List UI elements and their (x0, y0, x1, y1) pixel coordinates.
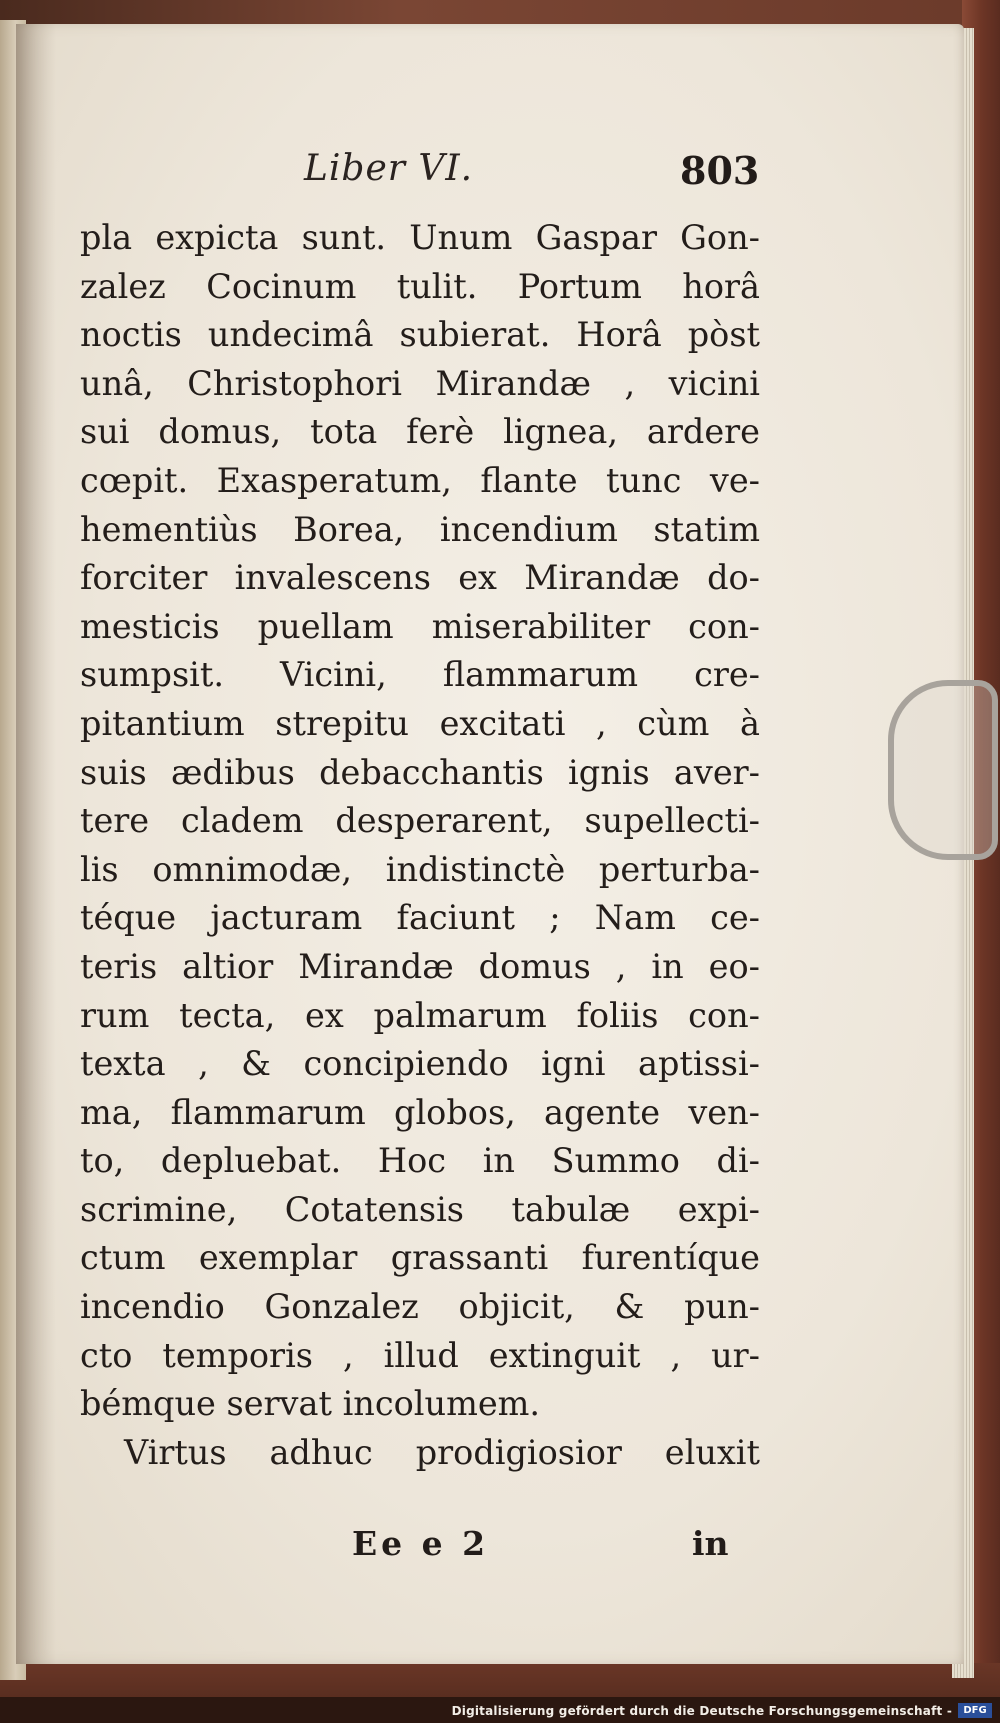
text-line: unâ, Christophori Mirandæ , vicini (80, 363, 760, 403)
text-line: sumpsit. Vicini, flammarum cre- (80, 655, 760, 695)
text-line: pitantium strepitu excitati , cùm à (80, 703, 760, 743)
text-line: texta , & concipiendo igni aptissi- (80, 1044, 760, 1084)
page-number: 803 (680, 148, 760, 193)
text-line: scrimine, Cotatensis tabulæ expi- (80, 1189, 760, 1229)
text-line: teris altior Mirandæ domus , in eo- (80, 946, 760, 986)
text-line: mesticis puellam miserabiliter con- (80, 606, 760, 646)
book-clasp (888, 680, 998, 860)
text-line: pla expicta sunt. Unum Gaspar Gon- (80, 218, 760, 257)
text-line: hementiùs Borea, incendium statim (80, 509, 760, 549)
book-page (16, 24, 964, 1664)
text-line: tere cladem desperarent, supellecti- (80, 801, 760, 841)
running-head: Liber VI. (304, 148, 474, 189)
catchword: in (692, 1524, 729, 1563)
text-line: ctum exemplar grassanti furentíque (80, 1238, 760, 1278)
dfg-logo-icon: DFG (958, 1703, 992, 1718)
text-line: noctis undecimâ subierat. Horâ pòst (80, 315, 760, 355)
text-line: incendio Gonzalez objicit, & pun- (80, 1287, 760, 1327)
gutter-shadow (16, 24, 56, 1664)
digitization-credit: Digitalisierung gefördert durch die Deutsche Forschungsgemeinschaft - (451, 1704, 952, 1718)
text-line: cœpit. Exasperatum, flante tunc ve- (80, 460, 760, 500)
text-line: bémque servat incolumem. (80, 1384, 541, 1424)
text-line: suis ædibus debacchantis ignis aver- (80, 752, 760, 792)
text-line: cto temporis , illud extinguit , ur- (80, 1335, 760, 1375)
text-line: zalez Cocinum tulit. Portum horâ (80, 266, 760, 306)
text-line: forciter invalescens ex Mirandæ do- (80, 558, 760, 598)
text-line: to, depluebat. Hoc in Summo di- (80, 1141, 760, 1181)
signature-mark: Ee e 2 (352, 1524, 490, 1563)
paragraph-start-line: Virtus adhuc prodigiosior eluxit (124, 1432, 760, 1472)
page-header (16, 134, 964, 194)
text-line: lis omnimodæ, indistinctè perturba- (80, 849, 760, 889)
body-text (80, 214, 760, 1477)
credit-bar (0, 1697, 1000, 1723)
text-line: rum tecta, ex palmarum foliis con- (80, 995, 760, 1035)
text-line: ma, flammarum globos, agente ven- (80, 1092, 760, 1132)
text-line: sui domus, tota ferè lignea, ardere (80, 412, 760, 452)
text-line: téque jacturam faciunt ; Nam ce- (80, 898, 760, 938)
page-footer (16, 1524, 964, 1584)
